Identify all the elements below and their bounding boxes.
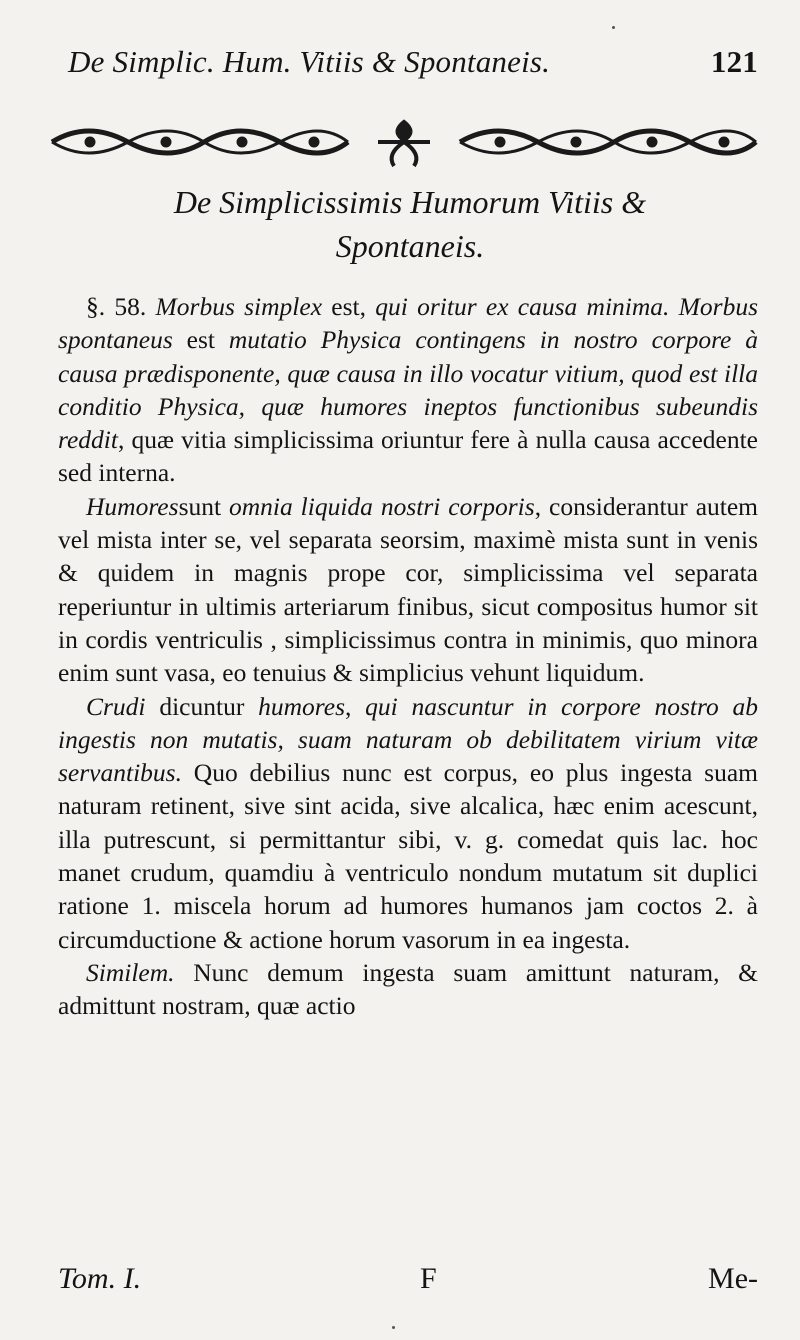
chapter-title <box>60 180 760 268</box>
catchword: Me- <box>708 1262 758 1295</box>
chapter-title-line-2: Spontaneis. <box>335 228 485 264</box>
running-title: De Simplic. Hum. Vitiis & Spontaneis. <box>68 44 551 79</box>
ornament-left-band <box>52 131 348 153</box>
page-number: 121 <box>710 44 758 79</box>
paper-speck <box>392 1326 395 1329</box>
running-header <box>68 44 758 80</box>
ornamental-divider <box>48 112 760 170</box>
signature-mark: F <box>420 1262 437 1295</box>
ornament-center-fleuron <box>378 120 430 166</box>
paper-speck <box>612 26 615 29</box>
paragraph-58: §. 58. Morbus simplex est, qui oritur ex causa minima. Morbus spontaneus est mutatio Physica contingens in nostro corpore à causa prædisponente, quæ causa in illo vocatur vitium, quod est illa conditio Physica, quæ humores ineptos functionibus subeundis reddit, quæ vitia simplicissima oriuntur fere à nulla causa accedente sed interna. <box>58 292 759 488</box>
section-mark: §. 58. <box>86 292 147 321</box>
chapter-title-line-1: De Simplicissimis Humorum Vitiis & <box>173 184 647 220</box>
paragraph-humores: Humoressunt omnia liquida nostri corporis, considerantur autem vel mista inter se, vel separata seorsim, maximè mista sunt in venis & quidem in magnis prope cor, simplicissima vel separata reperiuntur in ultimis arteriarum finibus, sicut compositus humor sit in cordis ventriculis , simplicissimus contra in minimis, quo minora enim sunt vasa, eo tenuius & simplicius vehunt liquidum. <box>58 491 758 688</box>
paragraph-similem: Similem. Nunc demum ingesta suam amittunt naturam, & admittunt nostram, quæ actio <box>58 957 759 1021</box>
ornament-right-band <box>460 131 756 153</box>
body-text <box>58 290 758 1023</box>
paragraph-crudi: Crudi dicuntur humores, qui nascuntur in corpore nostro ab ingestis non mutatis, suam naturam ob debilitatem virium vitæ servantibus. Quo debilius nunc est corpus, eo plus ingesta suam naturam retinent, sive sint acida, sive alcalica, hæc enim acescunt, illa putrescunt, si permittantur sibi, v. g. comedat quis lac. hoc manet crudum, quamdiu à ventriculo nondum mutatum sit duplici ratione 1. miscela horum ad humores humanos jam coctos 2. à circumductione & actione horum vasorum in ea ingesta. <box>58 691 759 954</box>
volume-mark: Tom. I. <box>58 1262 142 1295</box>
